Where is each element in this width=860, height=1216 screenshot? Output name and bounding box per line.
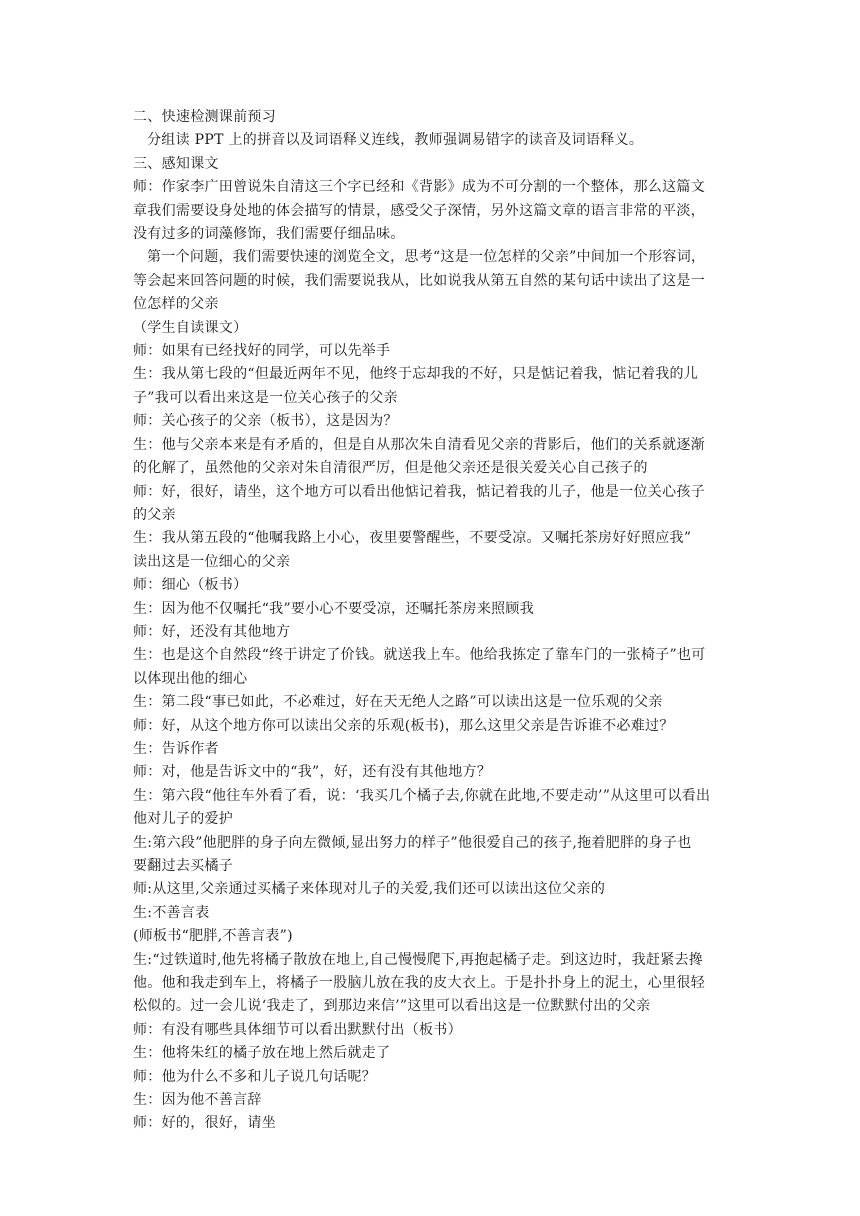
- text-line: 师:从这里,父亲通过买橘子来体现对儿子的关爱,我们还可以读出这位父亲的: [133, 881, 606, 898]
- text-line: 的父亲: [133, 506, 176, 523]
- text-line: 师：好，还没有其他地方: [133, 623, 291, 640]
- text-line: 生：因为他不仅嘱托“我”要小心不要受凉，还嘱托茶房来照顾我: [133, 600, 535, 617]
- text-line: 章我们需要设身处地的体会描写的情景，感受父子深情，另外这篇文章的语言非常的平淡，: [133, 202, 705, 219]
- text-line: 师：有没有哪些具体细节可以看出默默付出（板书）: [133, 1021, 462, 1038]
- text-line: 师：细心（板书）: [133, 577, 248, 594]
- text-line: 生：因为他不善言辞: [133, 1092, 262, 1109]
- text-line: 师：好，很好，请坐，这个地方可以看出他惦记着我，惦记着我的儿子，他是一位关心孩子: [133, 483, 705, 500]
- text-line: 师：他为什么不多和儿子说几句话呢？: [133, 1068, 377, 1085]
- text-line: 的化解了，虽然他的父亲对朱自清很严厉，但是他父亲还是很关爱关心自己孩子的: [133, 460, 648, 477]
- text-line: 分组读 PPT 上的拼音以及词语释义连线，教师强调易错字的读音及词语释义。: [147, 132, 644, 149]
- document-body: [133, 106, 733, 1136]
- text-line: 没有过多的词藻修饰，我们需要仔细品味。: [133, 226, 405, 243]
- text-line: 他对儿子的爱护: [133, 811, 234, 828]
- text-line: 生:“过铁道时,他先将橘子散放在地上,自己慢慢爬下,再抱起橘子走。到这边时，我赶紧去搀: [133, 951, 704, 968]
- text-line: 生：他与父亲本来是有矛盾的，但是自从那次朱自清看见父亲的背影后，他们的关系就逐渐: [133, 436, 705, 453]
- text-line: 他。他和我走到车上，将橘子一股脑儿放在我的皮大衣上。于是扑扑身上的泥土，心里很轻: [133, 975, 705, 992]
- text-line: 位怎样的父亲: [133, 296, 219, 313]
- text-line: 生：也是这个自然段“终于讲定了价钱。就送我上车。他给我拣定了靠车门的一张椅子”也可: [133, 647, 706, 664]
- text-line: 师：如果有已经找好的同学，可以先举手: [133, 343, 391, 360]
- text-line: 第一个问题，我们需要快速的浏览全文，思考“这是一位怎样的父亲”中间加一个形容词，: [147, 249, 706, 266]
- text-line: 生:不善言表: [133, 904, 210, 921]
- text-line: 以体现出他的细心: [133, 670, 248, 687]
- text-line: 松似的。过一会儿说‘我走了，到那边来信’”这里可以看出这是一位默默付出的父亲: [133, 998, 651, 1015]
- text-line: 师：好，从这个地方你可以读出父亲的乐观(板书)，那么这里父亲是告诉谁不必难过？: [133, 717, 674, 734]
- text-line: 生：第六段“他往车外看了看，说：‘我买几个橘子去,你就在此地,不要走动’”从这里可以看出: [133, 787, 711, 804]
- text-line: 生：第二段“事已如此，不必难过，好在天无绝人之路”可以读出这是一位乐观的父亲: [133, 694, 663, 711]
- text-line: （学生自读课文）: [133, 319, 248, 336]
- text-line: 师：作家李广田曾说朱自清这三个字已经和《背影》成为不可分割的一个整体，那么这篇文: [133, 179, 705, 196]
- text-line: 二、快速检测课前预习: [133, 109, 276, 125]
- text-line: 三、感知课文: [133, 155, 219, 172]
- text-line: 生：告诉作者: [133, 740, 219, 757]
- text-line: 师：对，他是告诉文中的“我”，好，还有没有其他地方？: [133, 764, 492, 781]
- text-line: (师板书“肥胖,不善言表”): [133, 928, 293, 945]
- text-line: 子”我可以看出来这是一位关心孩子的父亲: [133, 389, 398, 406]
- text-line: 师：关心孩子的父亲（板书），这是因为？: [133, 413, 398, 430]
- text-line: 要翻过去买橘子: [133, 858, 234, 874]
- text-line: 等会起来回答问题的时候，我们需要说我从，比如说我从第五自然的某句话中读出了这是一: [133, 272, 705, 289]
- text-line: 生：我从第五段的“他嘱我路上小心，夜里要警醒些，不要受凉。又嘱托茶房好好照应我”: [133, 530, 692, 547]
- text-line: 生:第六段”他肥胖的身子向左微倾,显出努力的样子”他很爱自己的孩子,拖着肥胖的身子也: [133, 834, 692, 851]
- text-line: 读出这是一位细心的父亲: [133, 553, 291, 570]
- text-line: 生：他将朱红的橘子放在地上然后就走了: [133, 1045, 391, 1062]
- text-line: 生：我从第七段的“但最近两年不见，他终于忘却我的不好，只是惦记着我，惦记着我的儿: [133, 366, 699, 383]
- text-line: 师：好的，很好，请坐: [133, 1115, 276, 1132]
